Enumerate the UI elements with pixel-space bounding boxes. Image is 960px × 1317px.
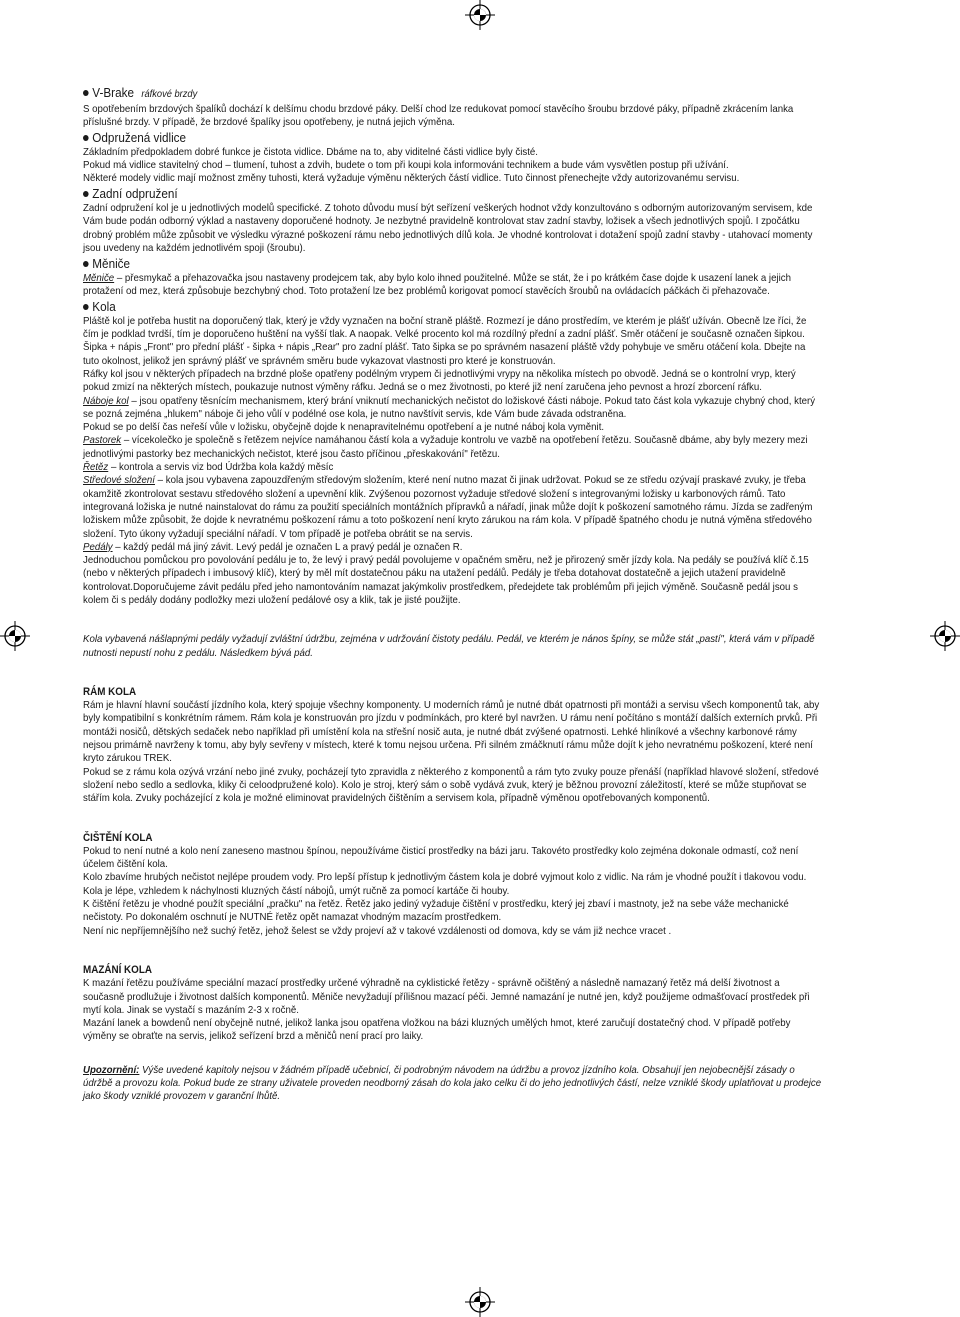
paragraph: K čištění řetězu je vhodné použít speciální „pračku" na řetěz. Řetěz jako jediný vyžaduje čištění v prostředku, který jej zbaví i mastnoty, jež na sebe váže mechanické nečistoty. Po dokonalém oschnutí je NUTNÉ řetěz opět namazat vhodným mazacím prostředkem. bbox=[83, 899, 789, 924]
pedals-note: Kola vybavená nášlapnými pedály vyžadují zvláštní údržbu, zejména v udržování čistoty pedálu. Pedál, ve kterém je nános špíny, se může stát „pastí", která vám v případě nutnosti nepustí nohu z pedálu. Následkem bývá pád. bbox=[83, 634, 815, 659]
paragraph: Středové složení – kola jsou vybavena zapouzdřeným středovým složením, které není nutno mazat či jinak udržovat. Pokud se ze středu ozývají praskavé zvuky, je třeba okamžitě zkontrolovat sestavu středového složení a upevnění klik. Zvýšenou pozornost vyžaduje středové složení s integrovanými ložisky u karbonových rámů. Tato integrovaná ložiska je nutné nainstalovat do rámu za použití speciálních montážních přípravků a nářadí, jinak může dojít k poškození samotného rámu. Jízda se zadřeným ložiskem může způsobit, že dojde k nevratnému poškození rámu a toto poškození není kryto zárukou na rám kola. V případě špatného chodu je nutná výměna středového složení. Tyto úkony vyžadují speciální nářadí. V tom případě je potřeba obrátit se na servis. bbox=[83, 475, 813, 540]
notice-label: Upozornění: bbox=[83, 1064, 140, 1076]
paragraph: Měniče – přesmykač a přehazovačka jsou nastaveny prodejcem tak, aby bylo kolo ihned použitelné. Může se stát, že i po krátkém čase dojde k usazení lanek a jejich protažení od mez, která způsobuje bezchybný chod. Toto protažení lze bez problémů korigovat pomocí stavěcích šroubů na ovládacích páčkách či přehazovače. bbox=[83, 272, 791, 297]
paragraph: Zadní odpružení kol je u jednotlivých modelů specifické. Z tohoto důvodu musí být seřízení veškerých hodnot vždy konzultováno s odborným autorizovaným servisem, kde Vám bude podán odborný výklad a nastaveny doporučené hodnoty. Je nezbytné pravidelně kontrolovat stav zadní stavby, ložisek a všech jednotlivých spojů. I zpočátku drobný problém může způsobit ve výsledku výrazné poškození rámu nebo jednotlivých dílů kola. Je vhodné kontrolovat i dotažení spojů zadní stavby - utahovací momenty jsou uvedeny na každém jednotlivém spoji (šroubu). bbox=[83, 202, 813, 254]
paragraph: Pokud se po delší čas neřeší vůle v ložisku, obyčejně dojde k nenapravitelnému opotřebení a je nutné náboj kola vyměnit. bbox=[83, 422, 605, 434]
document-body bbox=[83, 84, 823, 1104]
registration-mark-right bbox=[930, 621, 960, 651]
paragraph: Některé modely vidlic mají možnost změny tuhosti, která vyžaduje výměnu některých částí vidlice. Tuto činnost přenechejte vždy autorizovanému servisu. bbox=[83, 173, 740, 185]
paragraph: Kolo zbavíme hrubých nečistot nejlépe proudem vody. Pro lepší přístup k jednotlivým částem kola je dobré vyjmout kolo z vidlic. Na rám je vhodné použít i tlakovou vodu. Kola je lépe, vzhledem k náchylnosti kluzných částí nábojů, umýt ručně za pomocí kartáče či houby. bbox=[83, 872, 807, 897]
section-heading: ČIŠTĚNÍ KOLA bbox=[83, 831, 153, 844]
bullet-icon bbox=[83, 90, 89, 96]
paragraph: Řetěz – kontrola a servis viz bod Údržba kola každý měsíc bbox=[83, 462, 334, 474]
paragraph: K mazání řetězu používáme speciální mazací prostředky určené výhradně na cyklistické řetězy - správně očištěný a následně namazaný řetěz má delší životnost a současně prodlužuje i životnost dalších komponentů. Měniče nevyžadují přílišnou mazací péči. Jemné namazání je nutné jen, když použijeme odmašťovací prostředek při mytí kola. Jinak se vystačí s mazáním 2-3 x ročně. bbox=[83, 978, 810, 1016]
section-subheading: ráfkové brzdy bbox=[141, 89, 198, 100]
bullet-icon bbox=[83, 304, 89, 310]
paragraph: Rám je hlavní hlavní součástí jízdního kola, který spojuje všechny komponenty. U moderních rámů je nutné dbát opatrnosti při montáži a servisu všech komponentů tak, aby byly kompatibilní s konkrétním rámem. Rám kola je konstruován pro jízdu v podmínkách, pro které byl navržen. U rámu není počítáno s montáží dalších externích prvků. Při montáži nosičů, dětských sedaček nebo například při umístění kola na střešní nosič auta, je nutné dbát zvýšené opatrnosti. Lehké hliníkové a všechny karbonové rámy nejsou primárně navrženy k tomu, aby byly sevřeny v místech, které k tomu nejsou určena. Při silném zmáčknutí rámu může dojít k jeho nevratnému poškození, které není kryto zárukou TREK. bbox=[83, 700, 820, 765]
term: Pastorek bbox=[83, 435, 122, 447]
paragraph: Pastorek – vícekolečko je společně s řetězem nejvíce namáhanou částí kola a vyžaduje kontrolu ve vazbě na opotřebení řetězu. Současně dbáme, aby byly mezery mezi jednotlivými pastorky bez mechanických nečistot, které jsou často příčinou „přeskakování" řetězu. bbox=[83, 435, 808, 460]
bullet-icon bbox=[83, 191, 89, 197]
crosshair-icon bbox=[465, 0, 495, 30]
term: Řetěz bbox=[83, 462, 109, 474]
section-suspension-fork bbox=[83, 131, 823, 185]
crosshair-icon bbox=[0, 621, 30, 651]
term: Náboje kol bbox=[83, 395, 129, 407]
bullet-icon bbox=[83, 135, 89, 141]
term: Středové složení bbox=[83, 475, 155, 487]
paragraph: Není nic nepříjemnějšího než suchý řetěz, jehož šelest se vždy projeví až v takové vzdálenosti od domova, kdy se vám již nechce vracet . bbox=[83, 925, 672, 937]
crosshair-icon bbox=[930, 621, 960, 651]
section-rear-suspension bbox=[83, 187, 823, 255]
bullet-icon bbox=[83, 261, 89, 267]
section-wheels bbox=[83, 300, 823, 607]
paragraph: S opotřebením brzdových špalíků dochází k delšímu chodu brzdové páky. Delší chod lze redukovat pomocí stavěcího šroubu brzdové páky, případně zkrácením lanka příslušné brzdy. V případě, že brzdové špalíky jsou opotřebeny, je nutná jejich výměna. bbox=[83, 103, 794, 128]
crosshair-icon bbox=[465, 1287, 495, 1317]
section-heading: Odpružená vidlice bbox=[83, 131, 823, 146]
paragraph: Náboje kol – jsou opatřeny těsnícím mechanismem, který brání vniknutí mechanických nečistot do ložiskové části náboje. Pokud tato část kola vykazuje chybný chod, který se pozná zejména „hlukem" náboje či jeho vůlí v podélné ose kola, je nutno navštívit servis, kde Vám bude závada odstraněna. bbox=[83, 395, 816, 420]
paragraph: Pokud to není nutné a kolo není zaneseno mastnou špínou, nepoužíváme čisticí prostředky na bázi jaru. Takovéto prostředky kolo zejména dokonale odmastí, což není účelem čištění kola. bbox=[83, 845, 799, 871]
paragraph: Jednoduchou pomůckou pro povolování pedálu je to, že levý i pravý pedál povolujeme v opačném směru, než je přirozený směr jízdy kola. Na pedály se používá klíč č.15 (nebo v některých případech i imbusový klíč), který by měl mít dostatečnou páku na utažení pedálů. Pedály je třeba dotahovat dostatečně a jejich utažení pravidelně kontrolovat.Doporučujeme závit pedálu před jeho namontováním namazat jakýmkoliv prostředkem, předejdete tak problémům při jejich výměně. Současně pedál jsou s kolem či s pedály dodány podložky mezi uložení pedálové osy a klik, tak je jisté použijte. bbox=[83, 555, 809, 606]
section-lubrication bbox=[83, 964, 823, 1044]
section-heading: Zadní odpružení bbox=[83, 187, 823, 202]
paragraph: Pedály – každý pedál má jiný závit. Levý pedál je označen L a pravý pedál je označen R. bbox=[83, 541, 463, 553]
section-derailleurs bbox=[83, 257, 823, 298]
section-heading: MAZÁNÍ KOLA bbox=[83, 963, 152, 976]
section-frame bbox=[83, 686, 823, 806]
paragraph: Pláště kol je potřeba hustit na doporučený tlak, který je vždy vyznačen na boční straně pláště. Rozmezí je dáno prostředím, ve kterém je plášť užíván. Obecně lze říci, že čím je podklad tvrdší, tím je doporučeno huštění na vyšší tlak. A naopak. Velké procento kol má rozdílný přední a zadní plášť. Směr otáčení je současně označen šipkou. Šipka + nápis „Front" pro přední plášť - šipka + nápis „Rear" pro zadní plášť. Tato šipka se po správném nasazení pláště vždy pohybuje ve směru otáčení kola. Dbejte na tuto okolnost, jelikož jen správný plášť ve správném směru bude vykazovat vlastnosti pro které je konstruován. bbox=[83, 315, 807, 367]
section-heading: Kola bbox=[83, 300, 823, 315]
term: Pedály bbox=[83, 541, 113, 553]
paragraph: Ráfky kol jsou v některých případech na brzdné ploše opatřeny podélným vrypem či jednotlivými vrypy na několika místech po obvodě. Jedná se o kontrolní vryp, který pokud zmizí na některých místech, poukazuje nutnost výměny ráfku. Jedná se o mez životnosti, po které již není zaručena jeho pevnost a hrozí zborcení ráfku. bbox=[83, 368, 796, 394]
section-heading: RÁM KOLA bbox=[83, 685, 137, 698]
registration-mark-left bbox=[0, 621, 30, 651]
registration-mark-top bbox=[465, 0, 495, 30]
section-heading: V-Brake ráfkové brzdy bbox=[83, 86, 823, 103]
registration-mark-bottom bbox=[465, 1287, 495, 1317]
paragraph: Základním předpokladem dobré funkce je čistota vidlice. Dbáme na to, aby viditelné části vidlice byly čisté. bbox=[83, 146, 538, 158]
paragraph: Pokud se z rámu kola ozývá vrzání nebo jiné zvuky, pocházejí tyto zpravidla z některého z komponentů a rám tyto zvuky pouze přenáší (například hlavové složení, středové složení nebo sedlo a sedlovka, kliky či celoodpružené kolo). Kolo je stroj, který sám o sobě vydává zvuk, který je běžnou provozní záležitostí, které se může stupňovat se stářím kola. Zvuky pocházející z kola je možné eliminovat pravidelných čištěním a servisem kola, případně výměnou opotřebovaných komponentů. bbox=[83, 766, 819, 805]
section-heading: Měniče bbox=[83, 257, 823, 272]
paragraph: Mazání lanek a bowdenů není obyčejně nutné, jelikož lanka jsou opatřena vložkou na bázi kluzných umělých hmot, které zaručují dostatečný chod. V případě potřeby výměny se obraťte na servis, jelikož seřízení brzd a měničů není prací pro laiky. bbox=[83, 1018, 791, 1043]
section-vbrake bbox=[83, 86, 823, 129]
paragraph: Pokud má vidlice stavitelný chod – tlumení, tuhost a zdvih, budete o tom při koupi kola informováni technikem a bude vám vysvětlen postup při užívání. bbox=[83, 159, 729, 171]
section-cleaning bbox=[83, 832, 823, 938]
term: Měniče bbox=[83, 272, 115, 284]
notice: Upozornění: Výše uvedené kapitoly nejsou v žádném případě učebnicí, či podrobným návodem na údržbu a provoz jízdního kola. Obsahují jen nejobecnější zásady o údržbě a provozu kola. Pokud bude ze strany uživatele proveden neodborný zásah do kola jako celku či do jeho jednotlivých částí, nelze vzniklé škody uplatňovat u prodejce jako škody vzniklé provozem v garanční lhůtě. bbox=[83, 1064, 822, 1103]
